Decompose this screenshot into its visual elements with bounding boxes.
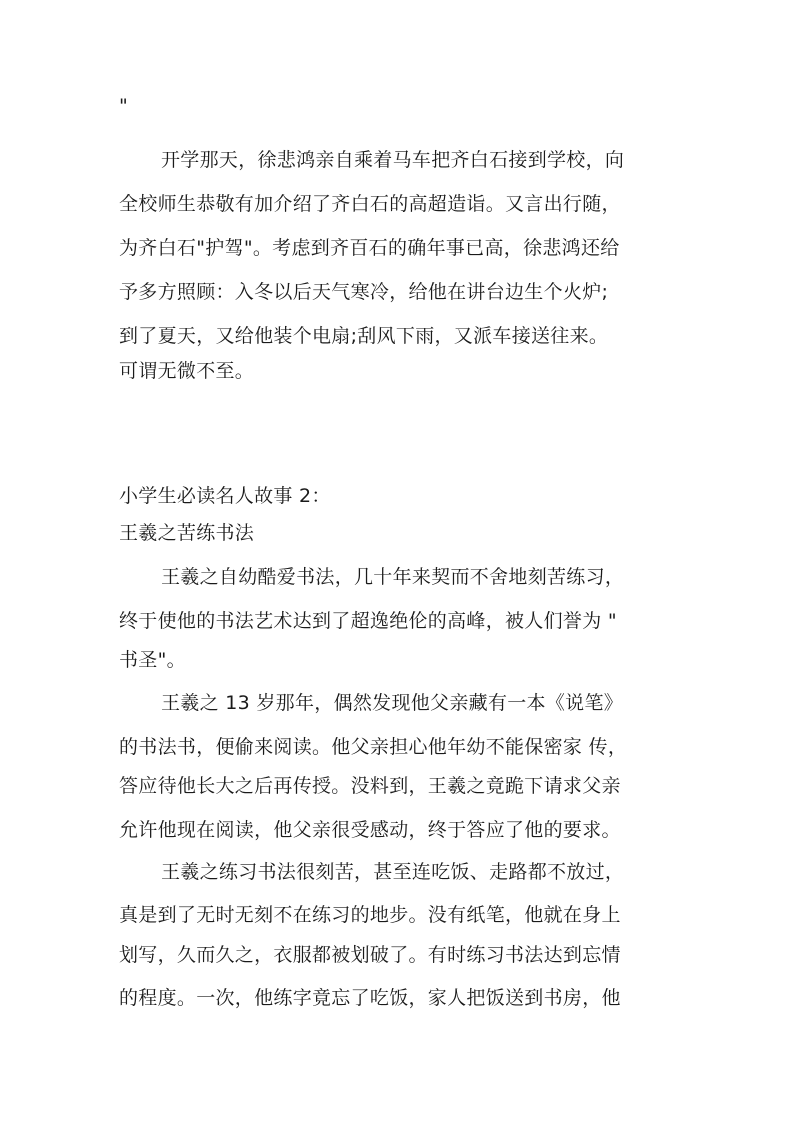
stray-quote-mark: " (119, 95, 128, 117)
paragraph-line: 为齐白石"护驾"。考虑到齐百石的确年事已高，徐悲鸿还给 (119, 237, 620, 259)
paragraph-line: 全校师生恭敬有加介绍了齐白石的高超造诣。又言出行随， (119, 193, 621, 215)
paragraph-line: 书圣"。 (119, 649, 186, 671)
paragraph-line: 王羲之自幼酷爱书法，几十年来契而不舍地刻苦练习， (161, 566, 625, 588)
section-heading: 小学生必读名人故事 2： (119, 485, 331, 507)
paragraph-line: 的书法书，便偷来阅读。他父亲担心他年幼不能保密家 传， (119, 736, 628, 758)
paragraph-line: 可谓无微不至。 (119, 360, 255, 382)
paragraph-line: 王羲之 13 岁那年，偶然发现他父亲藏有一本《说笔》 (161, 692, 624, 714)
paragraph-line: 王羲之练习书法很刻苦，甚至连吃饭、走路都不放过， (161, 861, 625, 883)
paragraph-line: 到了夏天，又给他装个电扇;刮风下雨，又派车接送往来。 (119, 325, 609, 347)
story-title: 王羲之苦练书法 (119, 522, 255, 544)
paragraph-line: 允许他现在阅读，他父亲很受感动，终于答应了他的要求。 (119, 819, 621, 841)
paragraph-line: 的程度。一次，他练字竟忘了吃饭，家人把饭送到书房，他 (119, 987, 621, 1009)
paragraph-line: 予多方照顾：入冬以后天气寒冷，给他在讲台边生个火炉; (119, 281, 609, 303)
paragraph-line: 真是到了无时无刻不在练习的地步。没有纸笔，他就在身上 (119, 904, 621, 926)
paragraph-line: 答应待他长大之后再传授。没料到，王羲之竟跪下请求父亲 (119, 775, 621, 797)
paragraph-line: 开学那天，徐悲鸿亲自乘着马车把齐白石接到学校，向 (161, 149, 625, 171)
paragraph-line: 终于使他的书法艺术达到了超逸绝伦的高峰，被人们誉为 " (119, 610, 617, 632)
paragraph-line: 划写，久而久之，衣服都被划破了。有时练习书法达到忘情 (119, 944, 621, 966)
